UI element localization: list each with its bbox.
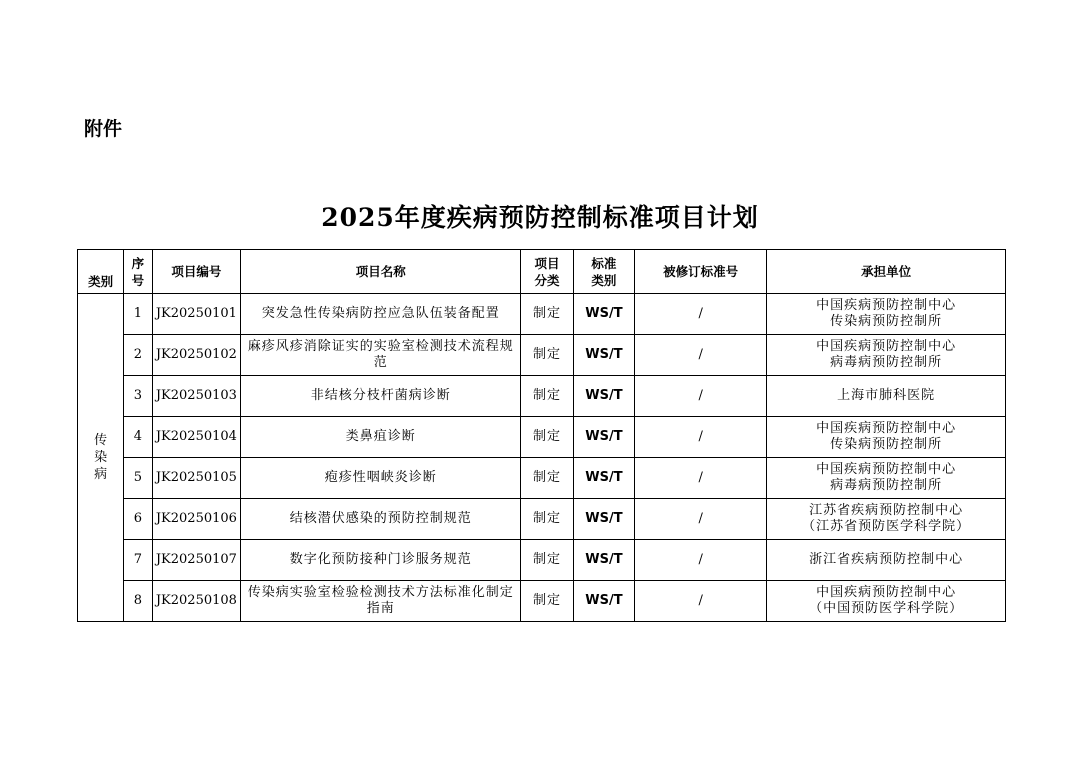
- header-org: 承担单位: [767, 250, 1006, 294]
- table-row: [78, 458, 1006, 499]
- revised-cell: /: [635, 417, 767, 458]
- kind-cell: 制定: [521, 417, 573, 458]
- name-cell: 突发急性传染病防控应急队伍装备配置: [241, 294, 521, 335]
- org-line: 中国疾病预防控制中心: [816, 462, 957, 477]
- code-cell: JK20250107: [152, 540, 241, 581]
- header-code: 项目编号: [152, 250, 241, 294]
- seq-cell: 8: [124, 581, 152, 622]
- revised-cell: /: [635, 499, 767, 540]
- seq-cell: 4: [124, 417, 152, 458]
- code-cell: JK20250104: [152, 417, 241, 458]
- revised-cell: /: [635, 581, 767, 622]
- seq-cell: 1: [124, 294, 152, 335]
- header-category: 类别: [78, 250, 124, 294]
- org-cell: [767, 335, 1006, 376]
- org-line: 病毒病预防控制所: [830, 478, 943, 493]
- revised-cell: /: [635, 458, 767, 499]
- header-name: 项目名称: [241, 250, 521, 294]
- name-cell: 传染病实验室检验检测技术方法标准化制定指南: [241, 581, 521, 622]
- org-cell: [767, 499, 1006, 540]
- org-line: 传染病预防控制所: [830, 314, 943, 329]
- revised-cell: /: [635, 540, 767, 581]
- kind-cell: 制定: [521, 499, 573, 540]
- std-cell: WS/T: [573, 499, 634, 540]
- category-cell: [78, 294, 124, 622]
- std-cell: WS/T: [573, 294, 634, 335]
- header-revised: 被修订标准号: [635, 250, 767, 294]
- std-cell: WS/T: [573, 417, 634, 458]
- code-cell: JK20250106: [152, 499, 241, 540]
- std-cell: WS/T: [573, 335, 634, 376]
- seq-cell: 6: [124, 499, 152, 540]
- attachment-label: 附件: [84, 118, 123, 140]
- revised-cell: /: [635, 376, 767, 417]
- kind-cell: 制定: [521, 458, 573, 499]
- revised-cell: /: [635, 335, 767, 376]
- table-row: [78, 376, 1006, 417]
- org-cell: [767, 540, 1006, 581]
- code-cell: JK20250108: [152, 581, 241, 622]
- table-row: [78, 417, 1006, 458]
- org-line: 传染病预防控制所: [830, 437, 943, 452]
- org-line: 中国疾病预防控制中心: [816, 585, 957, 600]
- org-line: （中国预防医学科学院）: [809, 601, 964, 616]
- org-line: 病毒病预防控制所: [830, 355, 943, 370]
- category-label: 传染病: [94, 433, 108, 482]
- table-row: [78, 294, 1006, 335]
- org-line: （江苏省预防医学科学院）: [802, 519, 971, 534]
- kind-cell: 制定: [521, 581, 573, 622]
- org-line: 江苏省疾病预防控制中心: [809, 503, 964, 518]
- header-kind: 项目分类: [521, 250, 573, 294]
- table-row: [78, 540, 1006, 581]
- name-cell: 类鼻疽诊断: [241, 417, 521, 458]
- std-cell: WS/T: [573, 376, 634, 417]
- code-cell: JK20250103: [152, 376, 241, 417]
- seq-cell: 2: [124, 335, 152, 376]
- table-row: [78, 581, 1006, 622]
- name-cell: 疱疹性咽峡炎诊断: [241, 458, 521, 499]
- code-cell: JK20250105: [152, 458, 241, 499]
- org-line: 浙江省疾病预防控制中心: [809, 552, 964, 567]
- org-line: 上海市肺科医院: [837, 388, 936, 403]
- kind-cell: 制定: [521, 294, 573, 335]
- standards-plan-table: [77, 249, 1006, 622]
- document-title: 2025年度疾病预防控制标准项目计划: [321, 203, 759, 232]
- std-cell: WS/T: [573, 581, 634, 622]
- org-line: 中国疾病预防控制中心: [816, 421, 957, 436]
- org-cell: [767, 376, 1006, 417]
- name-cell: 非结核分枝杆菌病诊断: [241, 376, 521, 417]
- header-std: 标准类别: [573, 250, 634, 294]
- header-seq: 序号: [124, 250, 152, 294]
- org-line: 中国疾病预防控制中心: [816, 339, 957, 354]
- org-cell: [767, 294, 1006, 335]
- std-cell: WS/T: [573, 458, 634, 499]
- code-cell: JK20250101: [152, 294, 241, 335]
- seq-cell: 5: [124, 458, 152, 499]
- table-header-row: [78, 250, 1006, 294]
- name-cell: 结核潜伏感染的预防控制规范: [241, 499, 521, 540]
- kind-cell: 制定: [521, 376, 573, 417]
- org-line: 中国疾病预防控制中心: [816, 298, 957, 313]
- code-cell: JK20250102: [152, 335, 241, 376]
- name-cell: 麻疹风疹消除证实的实验室检测技术流程规范: [241, 335, 521, 376]
- seq-cell: 7: [124, 540, 152, 581]
- kind-cell: 制定: [521, 335, 573, 376]
- org-cell: [767, 417, 1006, 458]
- std-cell: WS/T: [573, 540, 634, 581]
- seq-cell: 3: [124, 376, 152, 417]
- org-cell: [767, 581, 1006, 622]
- revised-cell: /: [635, 294, 767, 335]
- table-row: [78, 335, 1006, 376]
- kind-cell: 制定: [521, 540, 573, 581]
- org-cell: [767, 458, 1006, 499]
- table-row: [78, 499, 1006, 540]
- name-cell: 数字化预防接种门诊服务规范: [241, 540, 521, 581]
